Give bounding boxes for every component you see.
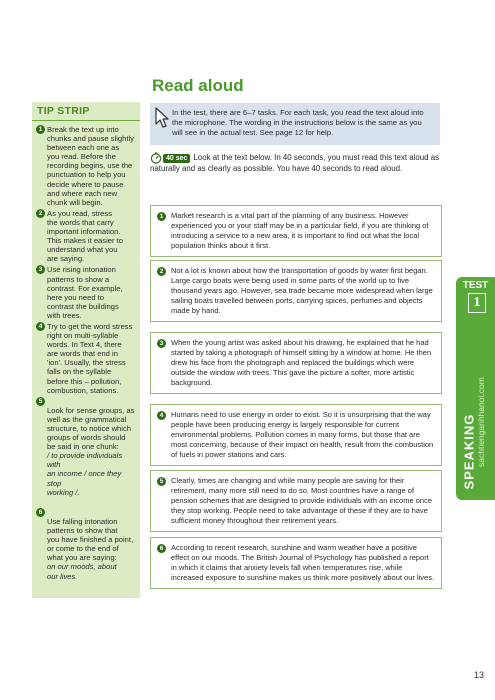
tip-text: Use falling intonation patterns to show that you have finished a point, or come to the end of what you are saying: [47, 516, 134, 563]
side-tab-test-number: 1 [468, 293, 486, 313]
task-text: Humans need to use energy in order to exist. So it is unsurprising that the way people have been producing energy is largely responsible for current environmental problems. Pollution comes in many forms, but those that are most concerning, because of their impact on health, result from the combustion of fuels in power stations and cars. [171, 410, 434, 459]
tip-text: Look for sense groups, as well as the grammatical structure, to notice which groups of words should be said in one chunk: [47, 405, 135, 452]
task-box [150, 332, 442, 394]
tip-text: Break the text up into chunks and pause slightly between each one as you read. Before the recording begins, use the punctuation to help you decide where to pause and where each new chunk will begin. [47, 125, 134, 207]
tip-number: 2 [36, 209, 45, 218]
task-number: 1 [157, 212, 166, 221]
tip-text: Use rising intonation patterns to show a contrast. For example, here you need to contrast the buildings with trees. [47, 265, 123, 320]
tip-item [36, 322, 137, 395]
tip-item [36, 125, 137, 207]
task-box [150, 470, 442, 532]
task-text: Clearly, times are changing and while many people are saving for their retirement, many more still need to do so. Most countries have a range of pension schemes that are designed to provide individuals with an income once they stop working. People need to take advantage of these if they are to have sufficient money throughout their retirement years. [171, 476, 432, 525]
side-tab-test-label: TEST [462, 280, 489, 291]
task-number: 2 [157, 267, 166, 276]
page-title: Read aloud [152, 76, 244, 95]
instruction-text: Look at the text below. In 40 seconds, you must read this text aloud as naturally and as clearly as possible. You have 40 seconds to read aloud. [150, 153, 440, 173]
task-number: 6 [157, 544, 166, 553]
cursor-arrow-icon [154, 107, 170, 129]
stopwatch-icon [150, 152, 162, 164]
timer-badge: 40 sec [163, 154, 190, 163]
tip-list [32, 121, 140, 590]
tip-strip [32, 102, 140, 598]
intro-text: In the test, there are 6–7 tasks. For each task, you read the text aloud into the microphone. The wording in the instructions below is the same as you will see in the actual test. See page 12 for help. [172, 108, 424, 137]
task-box [150, 537, 442, 589]
page-number: 13 [474, 670, 485, 680]
tip-item [36, 397, 137, 506]
task-box [150, 205, 442, 257]
tip-item [36, 508, 137, 590]
task-text: According to recent research, sunshine and warm weather have a positive effect on our moods. The British Journal of Psychology has published a report in which it claims that anxiety levels fall when temperatures rise, while increased exposure to sunshine makes us think more positively about our lives. [171, 543, 435, 582]
task-text: Not a lot is known about how the transportation of goods by water first began. Large cargo boats were being used in some parts of the world up to five thousand years ago. However, sea trade became more widespread when large sailing boats travelled between ports, carrying spices, perfumes and objects made by hand. [171, 266, 433, 315]
tip-number: 4 [36, 322, 45, 331]
tip-strip-title: TIP STRIP [32, 102, 140, 121]
tip-text-container [47, 397, 137, 506]
instruction [150, 152, 442, 174]
task-number: 4 [157, 411, 166, 420]
task-box [150, 404, 442, 466]
tip-item [36, 265, 137, 320]
intro-box [150, 103, 440, 145]
task-text: When the young artist was asked about his drawing, he explained that he had started by taking a photograph of himself sitting by a window at home. He then drew his face from the photograph and replaced the buildings which were outside the window with trees. This gave the picture a softer, more artistic background. [171, 338, 432, 387]
tip-number: 5 [36, 397, 45, 406]
task-text: Market research is a vital part of the planning of any business. However experienced you or your staff may be in a particular field, if you are thinking of introducing a service to a new area, it is important to find out what the local population thinks about it first. [171, 211, 429, 250]
tip-text: Try to get the word stress right on multi-syllable words. In Text 4, there are words that end in 'ion'. Usually, the stress falls on the syllable before this – pollution, combustion, stations. [47, 321, 133, 395]
task-number: 5 [157, 477, 166, 486]
tip-number: 6 [36, 508, 45, 517]
side-tab [456, 277, 495, 500]
tip-number: 1 [36, 125, 45, 134]
side-tab-watermark: sachtienganhhanoi.com [476, 377, 486, 467]
tip-text-container [47, 508, 137, 590]
tip-text: As you read, stress the words that carry important information. This makes it easier to understand what you are saying. [47, 208, 123, 264]
tip-number: 3 [36, 265, 45, 274]
tip-item [36, 209, 137, 264]
tip-example: on our moods, about our lives. [47, 562, 117, 581]
task-box [150, 260, 442, 322]
tip-example: / to provide individuals with an income / once they stop working /. [47, 451, 123, 497]
task-number: 3 [157, 339, 166, 348]
side-tab-section: SPEAKING [461, 413, 477, 490]
